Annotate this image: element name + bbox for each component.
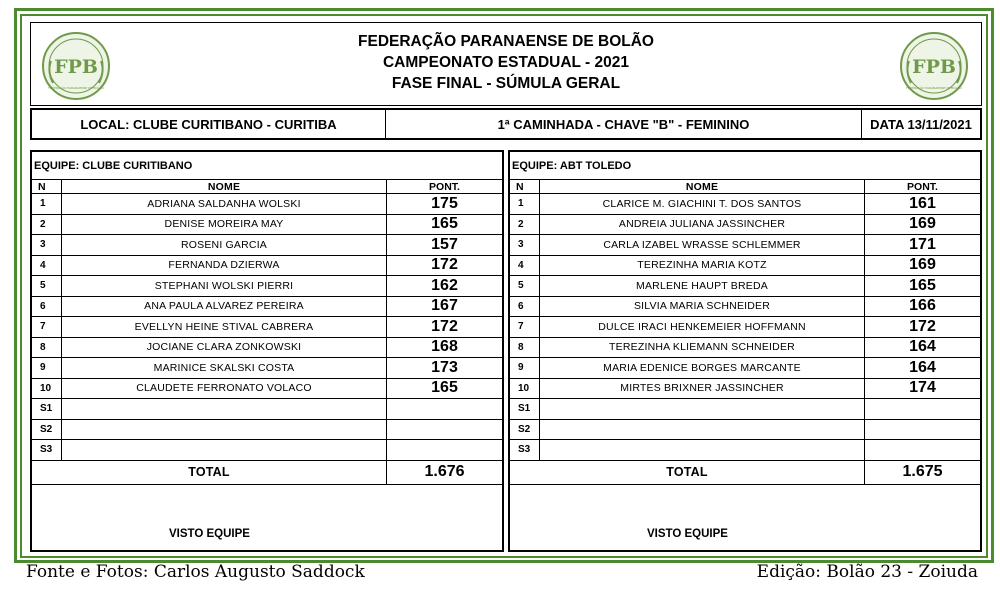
player-points: 167	[431, 297, 458, 315]
player-row	[510, 256, 980, 277]
team-label: EQUIPE: ABT TOLEDO	[510, 152, 980, 180]
player-row	[510, 317, 980, 338]
player-number: 2	[32, 215, 62, 235]
substitute-points	[865, 399, 980, 419]
document-header	[30, 22, 982, 106]
player-points: 165	[431, 379, 458, 397]
player-row	[510, 276, 980, 297]
player-points: 172	[909, 317, 936, 335]
player-row	[32, 235, 502, 256]
federation-title: FEDERAÇÃO PARANAENSE DE BOLÃO	[358, 33, 654, 50]
championship-title: CAMPEONATO ESTADUAL - 2021	[382, 54, 630, 71]
player-points: 175	[431, 194, 458, 212]
player-name: TEREZINHA KLIEMANN SCHNEIDER	[540, 338, 865, 358]
fpb-logo-right	[899, 31, 969, 101]
player-number: 9	[510, 358, 540, 378]
player-number: 8	[32, 338, 62, 358]
player-number: 4	[32, 256, 62, 276]
match-info-row	[30, 108, 982, 140]
svg-text:FEDERAÇÃO PARANAENSE DE BOLÃO: FEDERAÇÃO PARANAENSE DE BOLÃO	[48, 86, 104, 90]
player-number: 1	[510, 194, 540, 214]
player-name: STEPHANI WOLSKI PIERRI	[62, 276, 387, 296]
player-name: FERNANDA DZIERWA	[62, 256, 387, 276]
player-row	[32, 256, 502, 277]
player-name: MARINICE SKALSKI COSTA	[62, 358, 387, 378]
substitute-row	[510, 420, 980, 441]
player-row	[32, 297, 502, 318]
column-header-number: N	[510, 180, 540, 193]
substitute-name	[540, 420, 865, 440]
substitute-name	[540, 440, 865, 460]
player-name: TEREZINHA MARIA KOTZ	[540, 256, 865, 276]
substitute-label: S2	[510, 420, 540, 440]
player-name: CARLA IZABEL WRASSE SCHLEMMER	[540, 235, 865, 255]
player-number: 5	[510, 276, 540, 296]
player-row	[32, 276, 502, 297]
column-header-name: NOME	[540, 180, 865, 193]
player-number: 6	[32, 297, 62, 317]
player-number: 6	[510, 297, 540, 317]
player-points: 162	[431, 276, 458, 294]
substitute-points	[387, 399, 502, 419]
player-row	[510, 235, 980, 256]
player-points: 166	[909, 297, 936, 315]
total-points: 1.675	[902, 463, 943, 480]
player-row	[32, 317, 502, 338]
player-number: 7	[32, 317, 62, 337]
player-points: 173	[431, 358, 458, 376]
substitute-row	[32, 440, 502, 461]
player-number: 8	[510, 338, 540, 358]
player-row	[510, 358, 980, 379]
player-points: 171	[909, 235, 936, 253]
column-header-points: PONT.	[429, 180, 460, 193]
substitute-label: S1	[32, 399, 62, 419]
player-points: 157	[431, 235, 458, 253]
svg-text:FPB: FPB	[912, 56, 956, 78]
player-number: 1	[32, 194, 62, 214]
svg-text:FPB: FPB	[54, 56, 98, 78]
player-name: EVELLYN HEINE STIVAL CABRERA	[62, 317, 387, 337]
player-row	[510, 194, 980, 215]
player-number: 4	[510, 256, 540, 276]
player-name: MIRTES BRIXNER JASSINCHER	[540, 379, 865, 399]
edition-credit: Edição: Bolão 23 - Zoiuda	[756, 562, 978, 582]
svg-text:FEDERAÇÃO PARANAENSE DE BOLÃO: FEDERAÇÃO PARANAENSE DE BOLÃO	[906, 86, 962, 90]
total-label: TOTAL	[510, 461, 865, 484]
team-signature-label: VISTO EQUIPE	[647, 528, 728, 540]
substitute-label: S3	[32, 440, 62, 460]
location-cell: LOCAL: CLUBE CURITIBANO - CURITIBA	[32, 110, 386, 138]
player-number: 3	[32, 235, 62, 255]
phase-title: FASE FINAL - SÚMULA GERAL	[391, 75, 621, 92]
substitute-label: S2	[32, 420, 62, 440]
player-points: 169	[909, 215, 936, 233]
player-points: 172	[431, 256, 458, 274]
player-name: MARLENE HAUPT BREDA	[540, 276, 865, 296]
total-label: TOTAL	[32, 461, 387, 484]
substitute-name	[540, 399, 865, 419]
player-name: CLARICE M. GIACHINI T. DOS SANTOS	[540, 194, 865, 214]
column-header-name: NOME	[62, 180, 387, 193]
substitute-row	[32, 399, 502, 420]
team-sheet-right	[508, 150, 982, 552]
player-name: ROSENI GARCIA	[62, 235, 387, 255]
player-number: 5	[32, 276, 62, 296]
player-number: 7	[510, 317, 540, 337]
substitute-points	[387, 440, 502, 460]
round-cell: 1ª CAMINHADA - CHAVE "B" - FEMININO	[386, 110, 862, 138]
player-points: 165	[431, 215, 458, 233]
player-number: 10	[32, 379, 62, 399]
column-header-number: N	[32, 180, 62, 193]
player-number: 3	[510, 235, 540, 255]
player-number: 2	[510, 215, 540, 235]
player-row	[32, 194, 502, 215]
player-row	[32, 338, 502, 359]
player-name: ANA PAULA ALVAREZ PEREIRA	[62, 297, 387, 317]
substitute-label: S1	[510, 399, 540, 419]
player-row	[32, 215, 502, 236]
player-name: DENISE MOREIRA MAY	[62, 215, 387, 235]
column-header-row	[32, 180, 502, 194]
team-signature-label: VISTO EQUIPE	[169, 528, 250, 540]
player-row	[32, 358, 502, 379]
player-points: 169	[909, 256, 936, 274]
substitute-points	[865, 420, 980, 440]
substitute-points	[387, 420, 502, 440]
player-name: ANDREIA JULIANA JASSINCHER	[540, 215, 865, 235]
team-sheet-left	[30, 150, 504, 552]
date-cell: DATA 13/11/2021	[870, 116, 972, 132]
player-points: 165	[909, 276, 936, 294]
team-label: EQUIPE: CLUBE CURITIBANO	[32, 152, 502, 180]
player-points: 172	[431, 317, 458, 335]
player-points: 168	[431, 338, 458, 356]
substitute-label: S3	[510, 440, 540, 460]
substitute-points	[865, 440, 980, 460]
substitute-name	[62, 420, 387, 440]
player-row	[32, 379, 502, 400]
photo-credit: Fonte e Fotos: Carlos Augusto Saddock	[26, 562, 365, 582]
player-name: ADRIANA SALDANHA WOLSKI	[62, 194, 387, 214]
substitute-name	[62, 440, 387, 460]
player-row	[510, 338, 980, 359]
player-row	[510, 379, 980, 400]
substitute-row	[510, 440, 980, 461]
player-name: CLAUDETE FERRONATO VOLACO	[62, 379, 387, 399]
column-header-row	[510, 180, 980, 194]
player-points: 174	[909, 379, 936, 397]
player-name: MARIA EDENICE BORGES MARCANTE	[540, 358, 865, 378]
player-row	[510, 215, 980, 236]
player-points: 161	[909, 194, 936, 212]
substitute-name	[62, 399, 387, 419]
player-number: 9	[32, 358, 62, 378]
player-number: 10	[510, 379, 540, 399]
player-name: JOCIANE CLARA ZONKOWSKI	[62, 338, 387, 358]
player-points: 164	[909, 358, 936, 376]
column-header-points: PONT.	[907, 180, 938, 193]
player-name: DULCE IRACI HENKEMEIER HOFFMANN	[540, 317, 865, 337]
substitute-row	[510, 399, 980, 420]
player-row	[510, 297, 980, 318]
total-row	[32, 461, 502, 485]
total-points: 1.676	[424, 463, 465, 480]
player-name: SILVIA MARIA SCHNEIDER	[540, 297, 865, 317]
player-points: 164	[909, 338, 936, 356]
substitute-row	[32, 420, 502, 441]
total-row	[510, 461, 980, 485]
